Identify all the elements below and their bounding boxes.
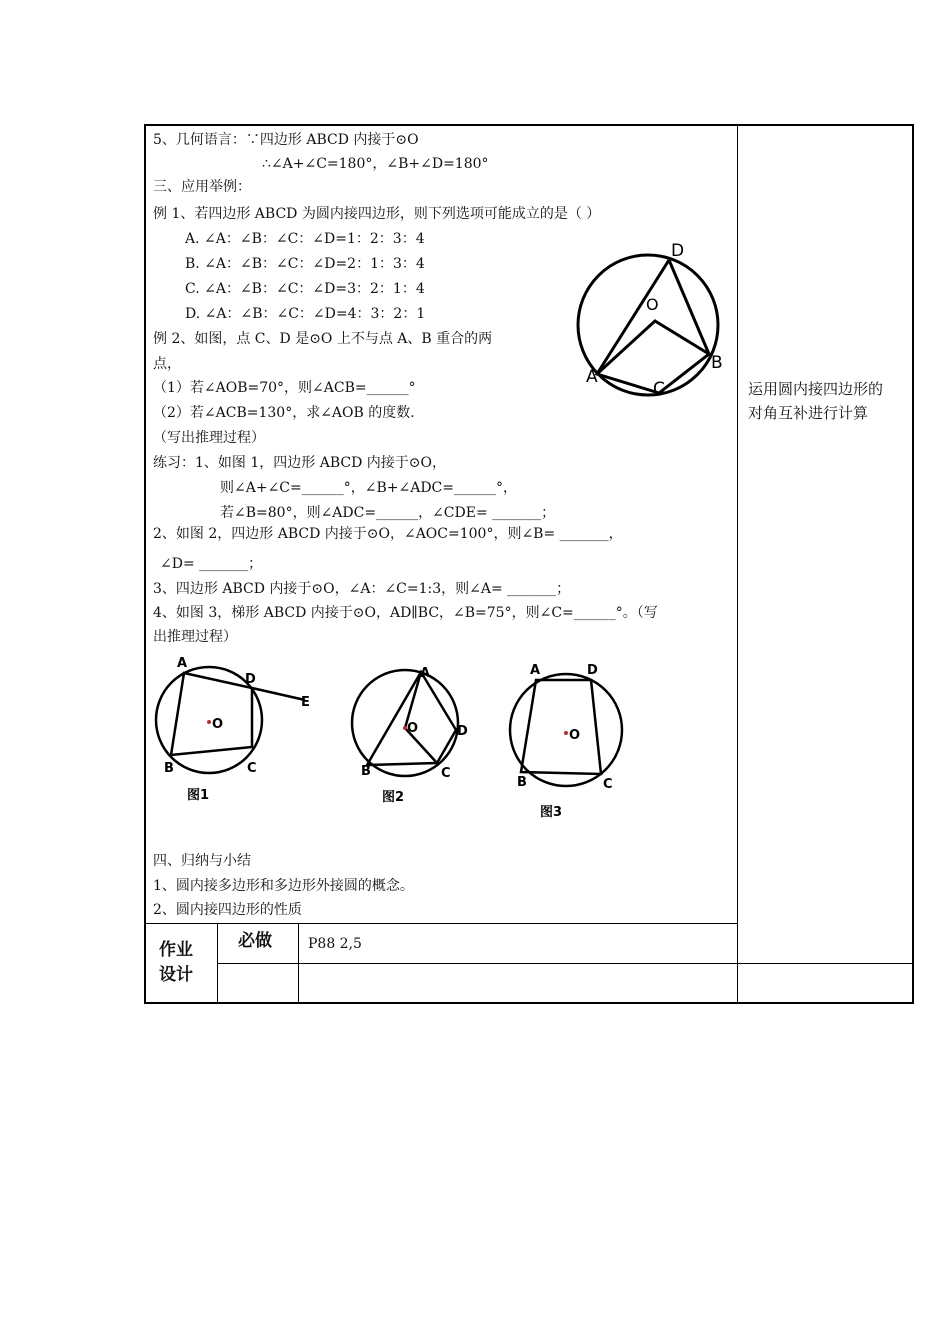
section-application-heading: 三、应用举例： [153, 179, 251, 195]
section-summary-heading: 四、归纳与小结 [153, 853, 251, 869]
homework-content: P88 2,5 [308, 936, 362, 952]
example-2-line-2: 点， [153, 356, 181, 372]
table-bottom-border [145, 1002, 914, 1004]
fig3-label-c: C [603, 777, 613, 792]
table-column-divider [737, 124, 738, 1004]
practice-3: 3、四边形 ABCD 内接于⊙O，∠A：∠C=1:3，则∠A= _______； [153, 581, 571, 597]
fig1-caption: 图1 [187, 788, 210, 803]
homework-label-2: 设计 [159, 965, 193, 985]
main-quadrilateral [597, 260, 709, 393]
practice-1-line-2: 则∠A+∠C=______°，∠B+∠ADC=______°， [220, 480, 518, 496]
fig3-trapezoid [521, 680, 601, 774]
fig1-label-c: C [247, 761, 257, 776]
figure-3 [503, 660, 643, 820]
main-label-d: D [671, 241, 685, 261]
practice-2-line-1: 2、如图 2，四边形 ABCD 内接于⊙O，∠AOC=100°，则∠B= _______， [153, 526, 623, 542]
homework-type-divider [298, 923, 299, 1003]
figure-2 [345, 660, 485, 810]
fig1-label-d: D [245, 672, 256, 687]
fig1-extension-de [252, 688, 305, 700]
geometry-language-line: 5、几何语言：∵四边形 ABCD 内接于⊙O [153, 132, 419, 148]
fig2-label-b: B [361, 764, 371, 779]
example-2-figure [575, 236, 735, 398]
right-note-line-1: 运用圆内接四边形的 [748, 380, 884, 398]
fig2-center-segments [405, 672, 437, 763]
fig1-label-a: A [177, 656, 188, 671]
fig1-label-b: B [164, 761, 174, 776]
fig1-label-e: E [301, 695, 310, 710]
summary-item-1: 1、圆内接多边形和多边形外接圆的概念。 [153, 878, 414, 894]
option-c: C. ∠A：∠B：∠C：∠D=3：2：1：4 [185, 281, 425, 297]
fig1-quadrilateral [171, 673, 252, 755]
homework-row-divider [217, 963, 913, 964]
table-top-border [145, 124, 914, 126]
table-row-divider [145, 923, 738, 924]
example-2-note: （写出推理过程） [153, 430, 265, 446]
main-label-b: B [711, 353, 723, 373]
option-d: D. ∠A：∠B：∠C：∠D=4：3：2：1 [185, 306, 426, 322]
fig3-center-dot [564, 731, 568, 735]
fig3-label-a: A [530, 663, 541, 678]
fig2-label-o: O [407, 721, 419, 736]
figure-1 [150, 652, 320, 812]
fig2-circle [352, 670, 458, 776]
homework-label-1: 作业 [159, 940, 193, 960]
option-b: B. ∠A：∠B：∠C：∠D=2：1：3：4 [185, 256, 425, 272]
option-a: A. ∠A：∠B：∠C：∠D=1：2：3：4 [185, 231, 425, 247]
fig1-center-dot [207, 720, 211, 724]
homework-required-label: 必做 [238, 931, 272, 951]
fig2-label-d: D [457, 724, 468, 739]
practice-4-line-2: 出推理过程） [153, 629, 237, 645]
fig3-caption: 图3 [540, 805, 563, 820]
main-label-o: O [646, 295, 659, 314]
homework-label-divider [217, 923, 218, 1003]
right-note-line-2: 对角互补进行计算 [748, 404, 869, 422]
example-2-part-1: （1）若∠AOB=70°，则∠ACB=______° [153, 380, 416, 396]
practice-1-line-1: 练习：1、如图 1，四边形 ABCD 内接于⊙O， [153, 455, 446, 471]
table-right-border [912, 124, 914, 1004]
practice-4-line-1: 4、如图 3，梯形 ABCD 内接于⊙O，AD∥BC，∠B=75°，则∠C=______°。（写 [153, 605, 658, 621]
fig3-label-d: D [587, 663, 598, 678]
example-1-question: 例 1、若四边形 ABCD 为圆内接四边形，则下列选项可能成立的是（ ） [153, 206, 601, 222]
fig1-label-o: O [212, 717, 224, 732]
example-2-line-1: 例 2、如图，点 C、D 是⊙O 上不与点 A、B 重合的两 [153, 331, 493, 347]
fig3-label-b: B [517, 775, 527, 790]
summary-item-2: 2、圆内接四边形的性质 [153, 902, 302, 918]
practice-2-line-2: ∠D= _______； [160, 556, 263, 572]
fig2-caption: 图2 [382, 790, 405, 805]
geometry-conclusion-line: ∴∠A+∠C=180°，∠B+∠D=180° [262, 156, 489, 172]
fig2-label-a: A [420, 666, 431, 681]
fig3-label-o: O [569, 728, 581, 743]
main-label-a: A [586, 367, 598, 387]
main-label-c: C [653, 379, 665, 398]
example-2-part-2: （2）若∠ACB=130°，求∠AOB 的度数. [153, 405, 415, 421]
practice-1-line-3: 若∠B=80°，则∠ADC=______，∠CDE= _______； [220, 505, 556, 521]
table-left-border [144, 124, 146, 1004]
fig2-label-c: C [441, 766, 451, 781]
